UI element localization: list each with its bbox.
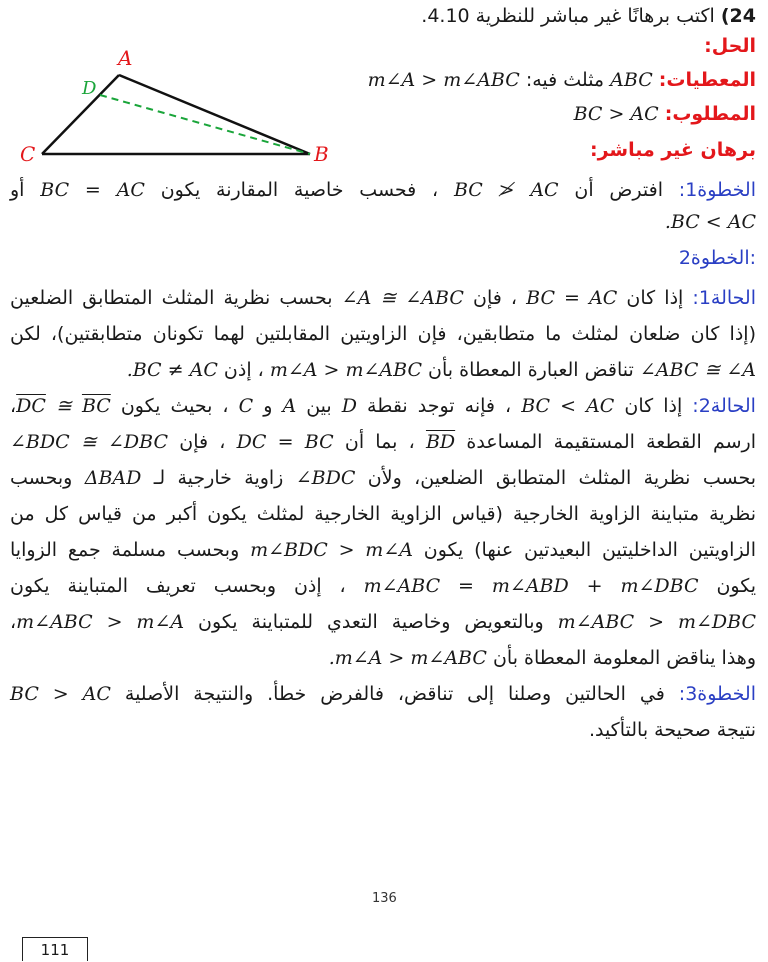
page-number: 136 [372, 891, 397, 906]
step1-line1 [10, 176, 756, 204]
step1-text3: أو [10, 179, 25, 201]
case2-l7-math1: m∠ABC > m∠DBC [557, 611, 756, 633]
solution-label: الحل: [704, 35, 756, 57]
case2-l7-math2: m∠ABC > m∠A [16, 611, 185, 633]
required-line [330, 100, 756, 128]
case2-line1 [10, 392, 756, 420]
case2-line4 [10, 500, 756, 528]
step3-label: الخطوة3: [678, 683, 756, 705]
proof-type-label: برهان غير مباشر: [589, 139, 756, 161]
segment-bc: $\overline{BC}$ [81, 395, 111, 417]
triangle-figure [18, 40, 348, 170]
case2-l1-math5 [16, 395, 111, 417]
step3-text1: في الحالتين وصلنا إلى تناقض، فالفرض خطأ. والنتيجة الأصلية [124, 683, 665, 705]
segment-dc: $\overline{DC}$ [16, 395, 46, 417]
case2-l3-math1: ∠BDC [295, 467, 356, 489]
case2-l1-text3: بين [306, 395, 332, 417]
case2-l1-text2: ، فإنه توجد نقطة [367, 395, 512, 417]
step1-line2 [10, 208, 756, 236]
case2-l1-math1: BC < AC [521, 395, 615, 417]
case2-l5-text1: الزاويتين الداخليتين البعيدتين عنها) يكون [423, 539, 756, 561]
case2-l1-text4: و [263, 395, 273, 417]
step3-text2: نتيجة صحيحة بالتأكيد. [588, 719, 756, 741]
case2-l2-math1: $\overline{BD}$ [425, 431, 456, 453]
case2-l7-text2: ، [10, 611, 17, 633]
required-math: BC > AC [573, 103, 659, 125]
case2-l6-text1: يكون [716, 575, 756, 597]
step3-line1 [10, 680, 756, 708]
case1-text4: تناقض العبارة المعطاة بأن [428, 359, 634, 381]
case1-math4: m∠A > m∠ABC [269, 359, 422, 381]
segment-bd [100, 95, 310, 154]
givens-line [330, 66, 756, 94]
case2-l1-text5: ، بحيث يكون [120, 395, 229, 417]
case2-l1-text1: إذا كان [624, 395, 683, 417]
case2-line2 [10, 428, 756, 456]
proof-type-line [330, 136, 756, 164]
case1-math3: ∠ABC ≅ ∠A [639, 359, 756, 381]
givens-text: مثلث فيه: [525, 69, 605, 91]
case2-l2-math2: DC = BC [236, 431, 334, 453]
step3-math1: BC > AC [10, 683, 111, 705]
case2-l8-text1: وهذا يناقض المعلومة المعطاة بأن [492, 647, 756, 669]
case1-text-line2: (إذا كان ضلعان لمثلث ما متطابقين، فإن الزاويتين المقابلتين لهما تكونان متطابقتين)، لكن [10, 323, 756, 345]
case2-l5-text2: وبحسب مسلمة جمع الزوايا [10, 539, 240, 561]
case1-text1: إذا كان [626, 287, 684, 309]
step1-text1: افترض أن [574, 179, 663, 201]
step1-text2: ، فحسب خاصية المقارنة يكون [160, 179, 439, 201]
case2-line3 [10, 464, 756, 492]
case1-math2: ∠A ≅ ∠ABC [341, 287, 464, 309]
case2-line8 [10, 644, 756, 672]
givens-math: ABC [610, 69, 653, 91]
required-label: المطلوب: [664, 103, 756, 125]
vertex-d-label: D [82, 78, 97, 99]
case2-l3-text3: وبحسب [10, 467, 73, 489]
case1-line2 [10, 320, 756, 348]
case2-l2-text3: ، فإن [179, 431, 226, 453]
step1-label: الخطوة1: [678, 179, 756, 201]
case2-label: الحالة2: [692, 395, 756, 417]
case1-math1: BC = AC [526, 287, 618, 309]
problem-title [10, 2, 756, 30]
case2-l8-math1: .m∠A > m∠ABC [328, 647, 487, 669]
case1-line3 [10, 356, 756, 384]
case2-l3-text2: زاوية خارجية لـ [153, 467, 284, 489]
case2-l1-math4: C [238, 395, 254, 417]
vertex-a-label: A [118, 46, 133, 70]
case1-line1 [10, 284, 756, 312]
vertex-c-label: C [20, 142, 36, 166]
case2-l7-text1: وبالتعويض وخاصية التعدي للمتباينة يكون [198, 611, 544, 633]
step1-math3: .BC < AC [664, 211, 756, 233]
case2-l2-text2: ، بما أن [344, 431, 415, 453]
givens-condition: m∠A > m∠ABC [367, 69, 520, 91]
case2-l6-math1: m∠ABC = m∠ABD + m∠DBC [363, 575, 699, 597]
case2-l2-text1: ارسم القطعة المستقيمة المساعدة [466, 431, 756, 453]
case2-l3-math2: ΔBAD [84, 467, 142, 489]
vertex-b-label: B [314, 142, 329, 166]
case2-l1-math3: A [282, 395, 297, 417]
case2-l4-text: نظرية متباينة الزاوية الخارجية (قياس الزاوية الخارجية لمثلث يكون أكبر من قياس كل من [10, 503, 756, 525]
case1-text2: ، فإن [472, 287, 518, 309]
case1-label: الحالة1: [692, 287, 757, 309]
givens-label: المعطيات: [658, 69, 756, 91]
case2-l1-text6: ، [10, 395, 17, 417]
box-number: 111 [22, 937, 88, 961]
step1-math2: BC = AC [40, 179, 145, 201]
case1-math5: .BC ≠ AC [126, 359, 218, 381]
case2-l6-text2: ، إذن وبحسب تعريف المتباينة يكون [10, 575, 346, 597]
problem-number: 24) [720, 5, 756, 27]
side-ca [42, 75, 119, 154]
congruent-sign: ≅ [55, 395, 72, 417]
case1-text3: بحسب نظرية المثلث المتطابق الضلعين [10, 287, 333, 309]
problem-text: اكتب برهانًا غير مباشر للنظرية 4.10. [421, 5, 715, 27]
case2-line7 [10, 608, 756, 636]
case2-line6 [10, 572, 756, 600]
case2-l1-math2: D [341, 395, 357, 417]
case2-l3-text1: بحسب نظرية المثلث المتطابق الضلعين، ولأن [367, 467, 757, 489]
step2-label: :الخطوة2 [678, 247, 756, 269]
case2-l2-math3: ∠BDC ≅ ∠DBC [10, 431, 169, 453]
side-ab [119, 75, 310, 154]
case1-text5: ، إذن [223, 359, 264, 381]
case2-l5-math1: m∠BDC > m∠A [250, 539, 413, 561]
step2-line [10, 244, 756, 272]
step1-math1: BC ≯ AC [453, 179, 559, 201]
case2-line5 [10, 536, 756, 564]
step3-line2 [10, 716, 756, 744]
